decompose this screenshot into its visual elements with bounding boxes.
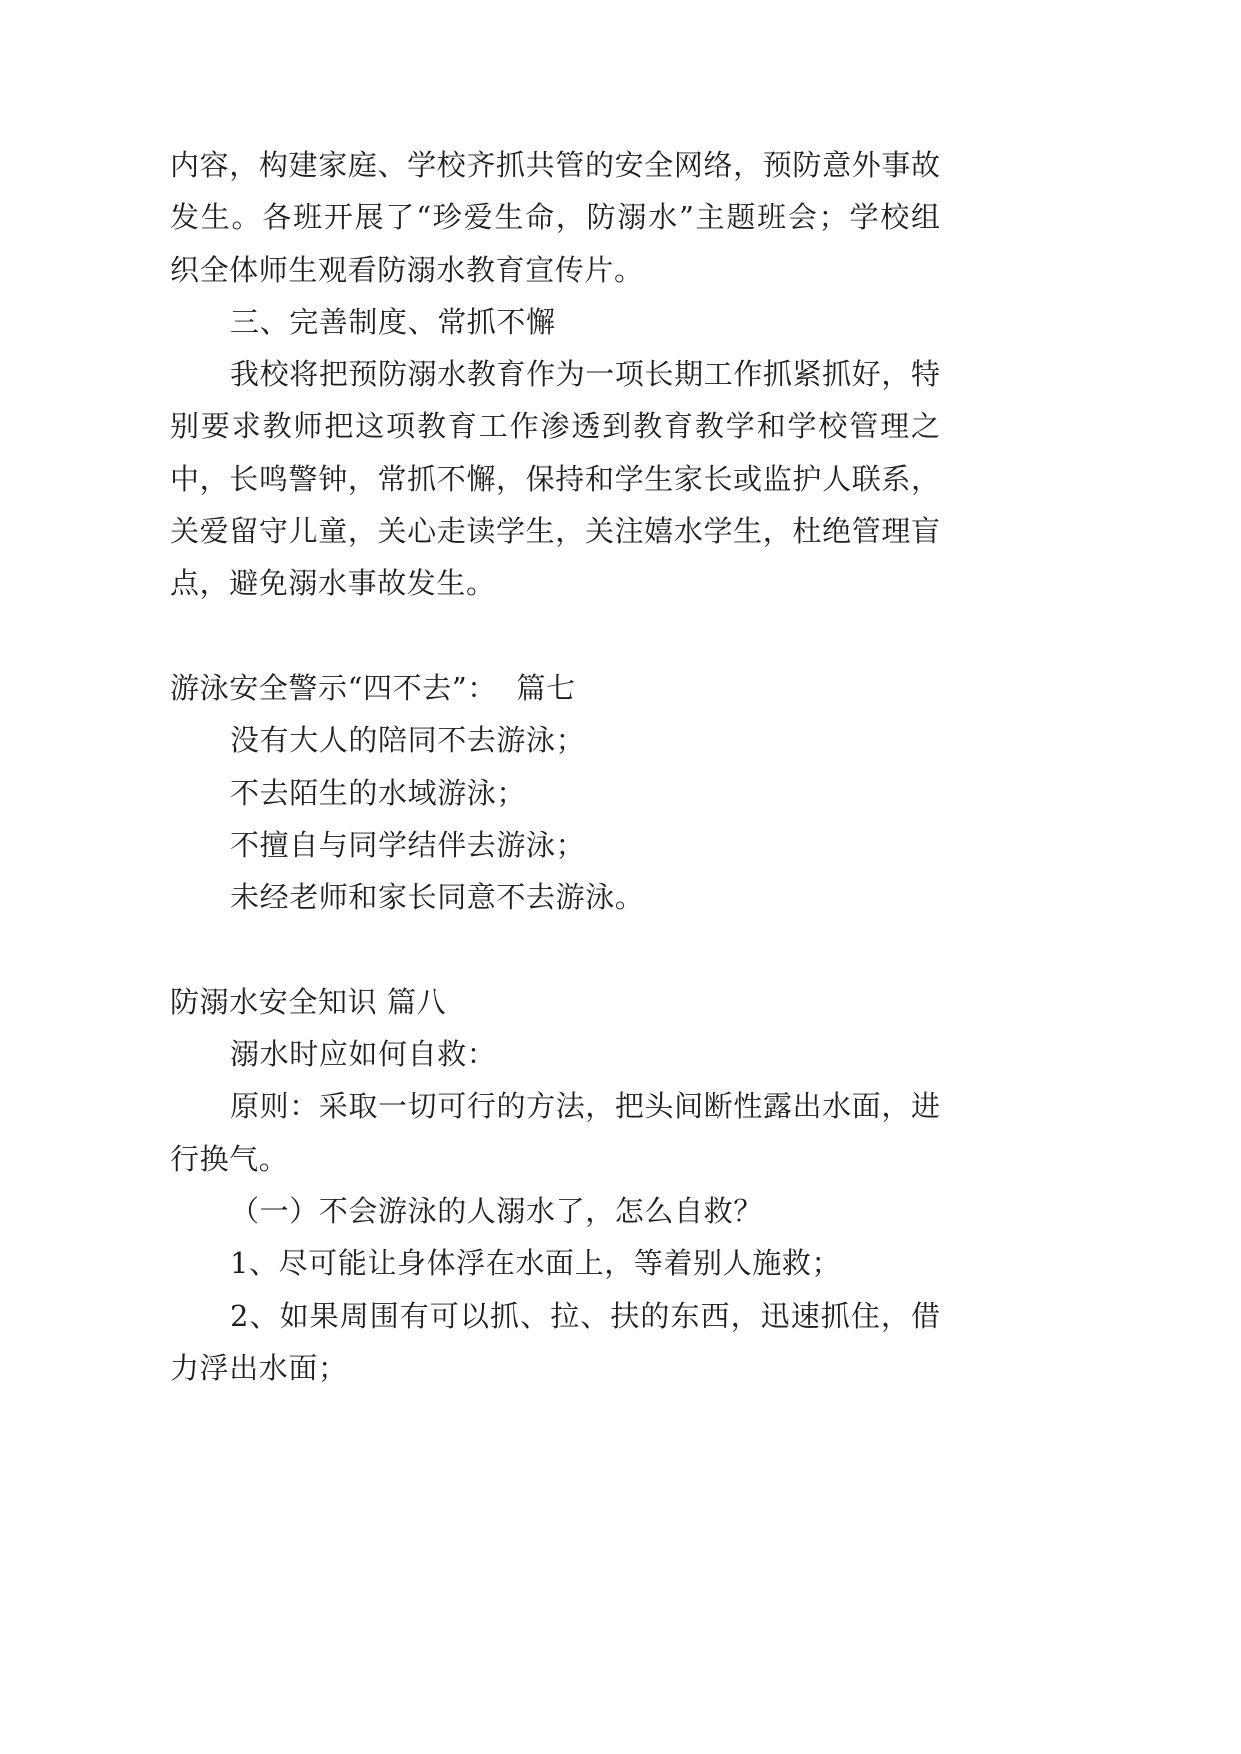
subheading: 溺水时应如何自救： (230, 1037, 497, 1072)
paragraph-line: 原则：采取一切可行的方法，把头间断性露出水面，进 (230, 1089, 940, 1124)
section-title: 游泳安全警示“四不去”： 篇七 (170, 670, 576, 705)
list-item: 未经老师和家长同意不去游泳。 (230, 880, 645, 915)
list-item: 不擅自与同学结伴去游泳； (230, 827, 586, 862)
document-body (170, 139, 940, 1394)
paragraph-line: 我校将把预防溺水教育作为一项长期工作抓紧抓好，特 (230, 357, 940, 392)
paragraph-line: 中，长鸣警钟，常抓不懈，保持和学生家长或监护人联系， (170, 461, 940, 496)
list-item: 不去陌生的水域游泳； (230, 775, 527, 810)
paragraph-line: 别要求教师把这项教育工作渗透到教育教学和学校管理之 (170, 409, 940, 444)
paragraph-line: 发生。各班开展了“珍爱生命，防溺水”主题班会；学校组 (170, 200, 940, 235)
paragraph-line: 内容，构建家庭、学校齐抓共管的安全网络，预防意外事故 (170, 148, 940, 182)
blank-line (170, 610, 940, 662)
paragraph-line: 点，避免溺水事故发生。 (170, 566, 496, 601)
section-title: 防溺水安全知识 篇八 (170, 984, 447, 1019)
step-item: 1、尽可能让身体浮在水面上，等着别人施救； (230, 1246, 842, 1281)
step-item-continued: 力浮出水面； (170, 1350, 348, 1385)
paragraph-line: 织全体师生观看防溺水教育宣传片。 (170, 252, 644, 287)
paragraph-line: 关爱留守儿童，关心走读学生，关注嬉水学生，杜绝管理盲 (170, 514, 940, 549)
step-item: 2、如果周围有可以抓、拉、扶的东西，迅速抓住，借 (230, 1298, 940, 1333)
paragraph-line: 行换气。 (170, 1141, 289, 1176)
question-heading: （一）不会游泳的人溺水了，怎么自救？ (230, 1193, 763, 1228)
list-item: 没有大人的陪同不去游泳； (230, 723, 586, 758)
blank-line (170, 923, 940, 975)
section-heading: 三、完善制度、常抓不懈 (230, 304, 556, 339)
